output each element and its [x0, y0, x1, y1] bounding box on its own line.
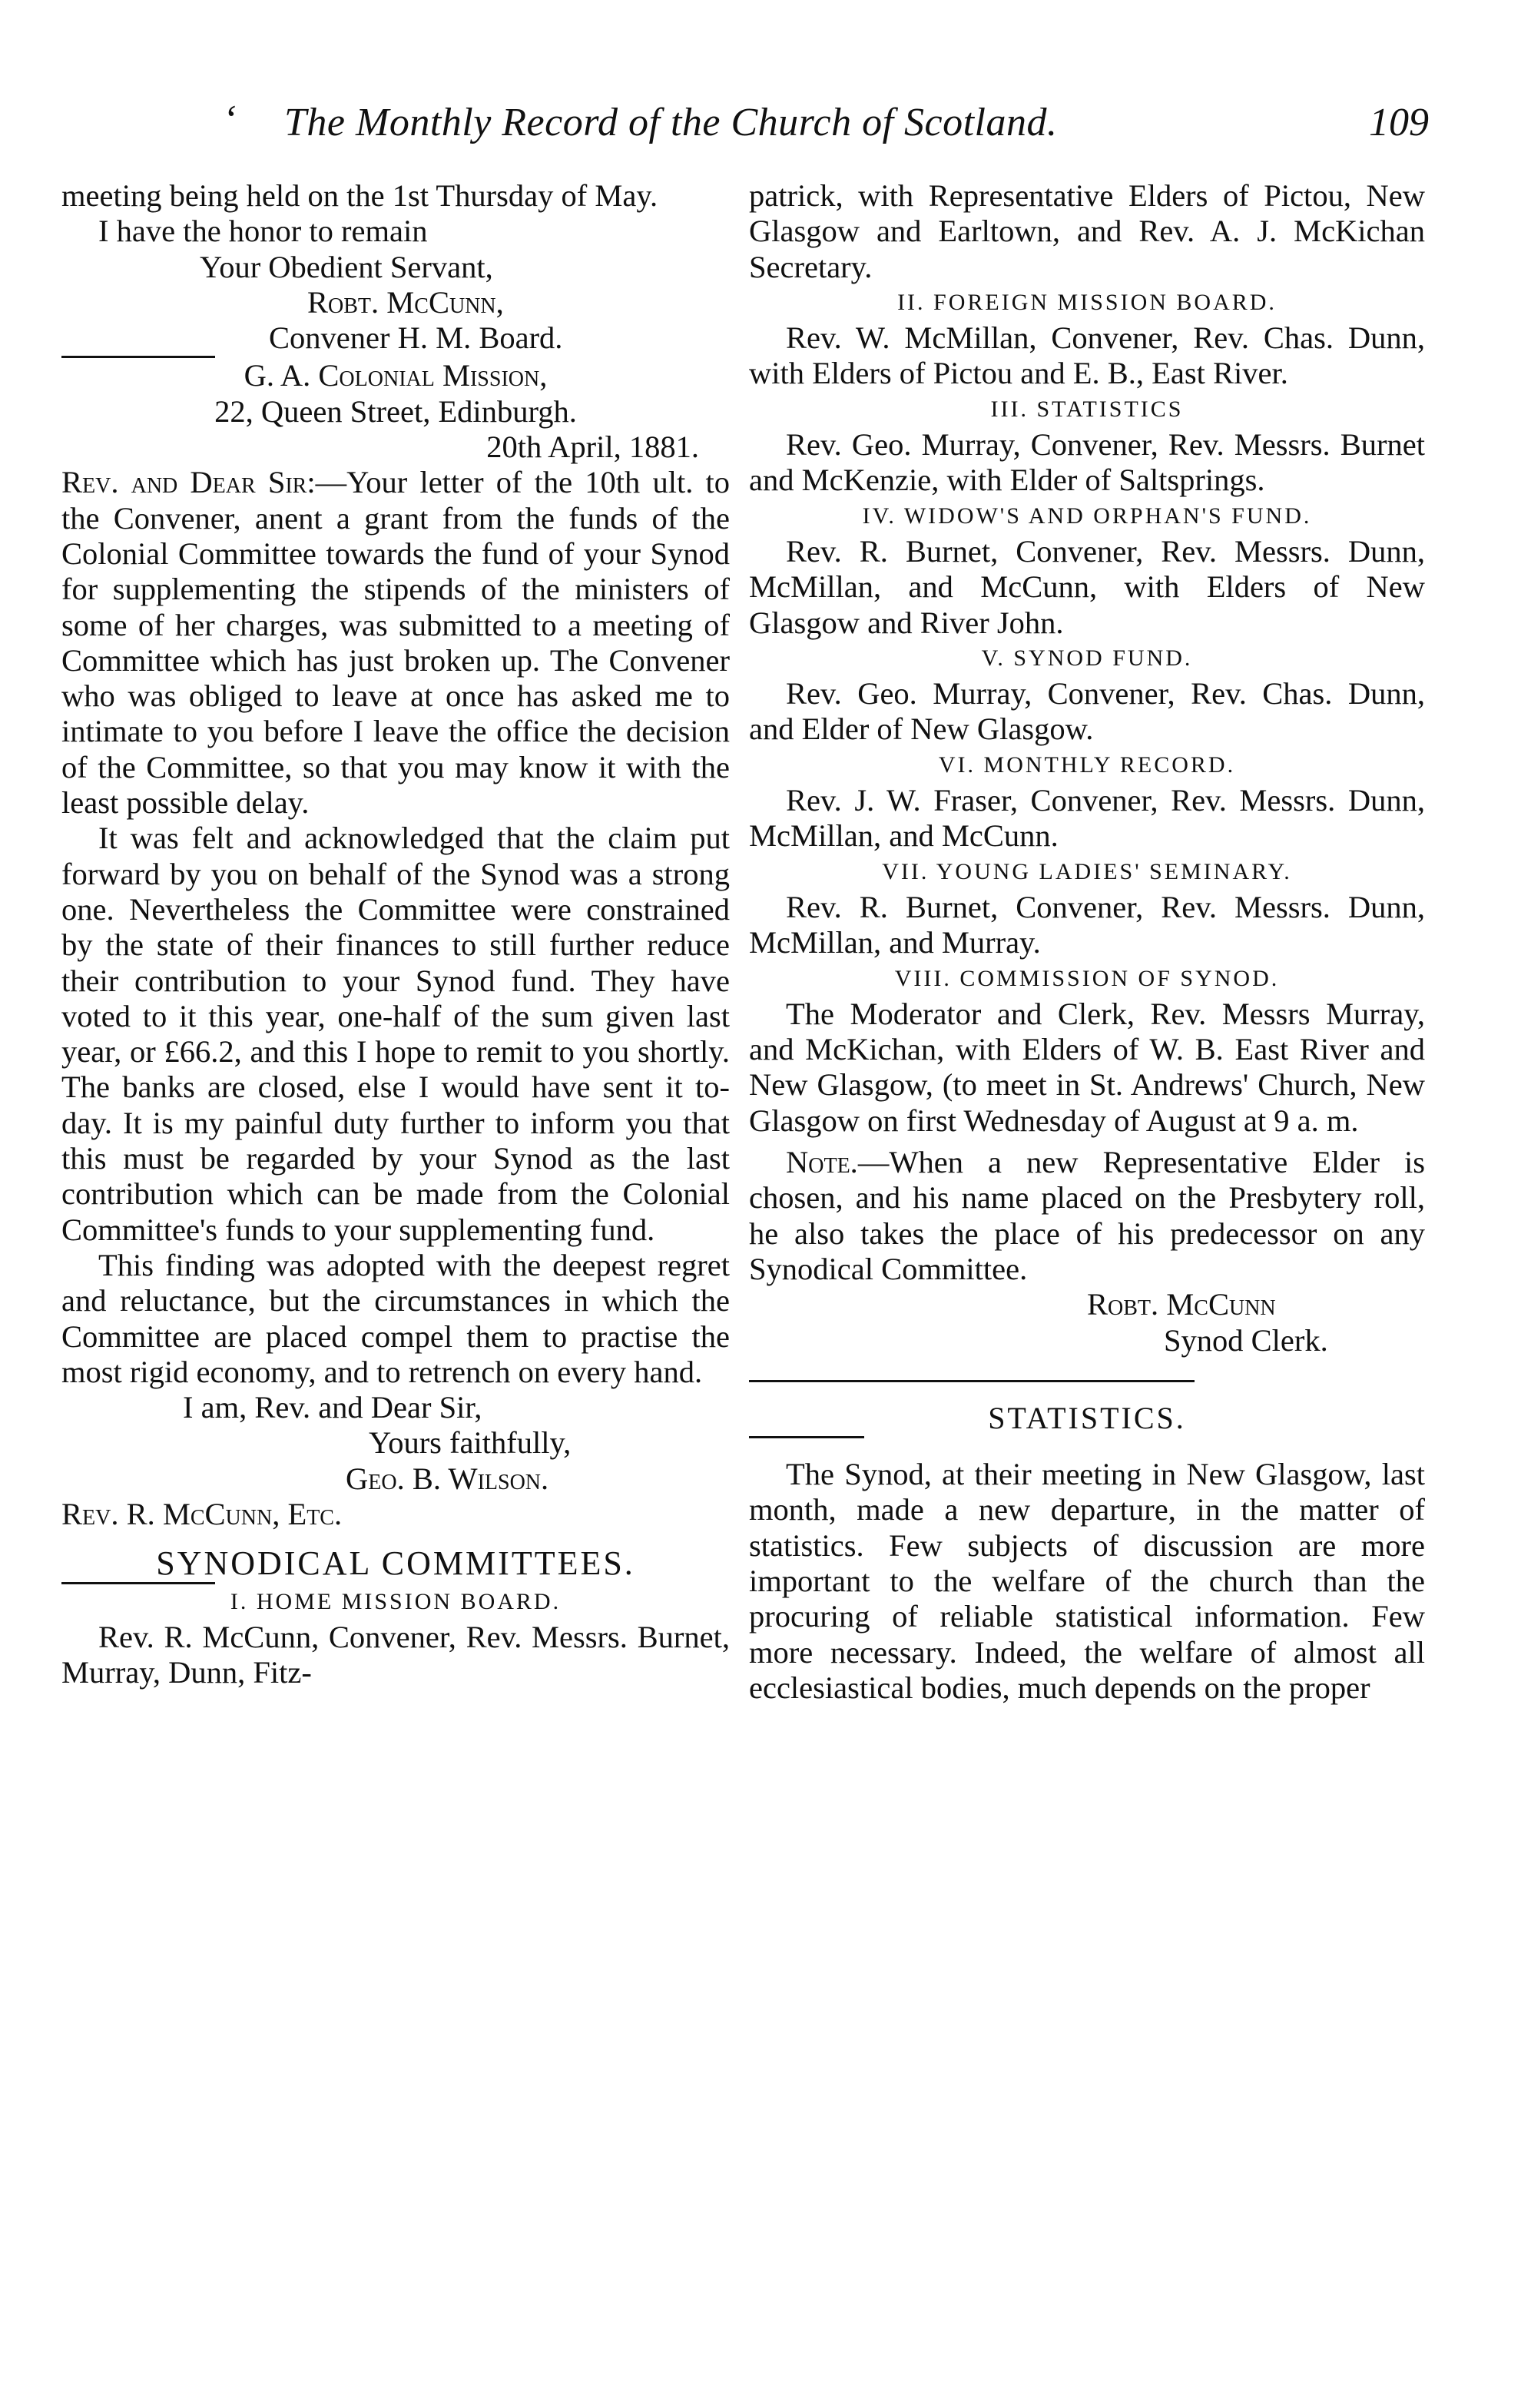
statistics-paragraph: The Synod, at their meeting in New Glasgow, last month, made a new departure, in the matter of statistics. Few subjects of discussion are more important to the welfare of the church than the procuring of reliable statistical information. Few more necessary. Indeed, the welfare of almost all ecclesiastical bodies, much depends on the proper: [749, 1457, 1425, 1705]
spacer: [749, 1139, 1425, 1145]
closing-line: I am, Rev. and Dear Sir,: [183, 1390, 482, 1425]
committee-heading: II. FOREIGN MISSION BOARD.: [897, 289, 1277, 315]
statistics-heading: STATISTICS.: [988, 1400, 1186, 1435]
committee-heading: VII. YOUNG LADIES' SEMINARY.: [882, 858, 1292, 884]
signature-name: Robt. McCunn,: [307, 284, 504, 320]
committee-members: Rev. W. McMillan, Convener, Rev. Chas. Dunn, with Elders of Pictou and E. B., East River.: [749, 320, 1425, 391]
closing-line: Yours faithfully,: [369, 1425, 572, 1461]
committee-heading: I. HOME MISSION BOARD.: [230, 1588, 562, 1614]
committee-heading: VI. MONTHLY RECORD.: [938, 751, 1236, 778]
closing-line: Your Obedient Servant,: [200, 249, 493, 284]
letter-date: 20th April, 1881.: [486, 430, 699, 465]
committee-members: Rev. J. W. Fraser, Convener, Rev. Messrs. Dunn, McMillan, and McCunn.: [749, 783, 1425, 854]
letter-address: 22, Queen Street, Edinburgh.: [214, 393, 577, 429]
header-mark: ‘: [223, 98, 237, 141]
closing-line: I have the honor to remain: [98, 214, 428, 249]
left-column: [61, 178, 730, 1690]
committee-members: Rev. R. McCunn, Convener, Rev. Messrs. Burnet, Murray, Dunn, Fitz-: [61, 1619, 730, 1690]
signature-name: Geo. B. Wilson.: [346, 1461, 549, 1496]
committee-heading: V. SYNOD FUND.: [981, 645, 1193, 671]
divider: [749, 1380, 1195, 1382]
section-heading: SYNODICAL COMMITTEES.: [156, 1544, 635, 1583]
committee-members: Rev. Geo. Murray, Convener, Rev. Chas. Dunn, and Elder of New Glasgow.: [749, 676, 1425, 747]
signature-role: Synod Clerk.: [1164, 1322, 1328, 1358]
signature-name: Robt. McCunn: [1087, 1287, 1276, 1322]
note-label: Note.: [786, 1145, 858, 1180]
right-column: [749, 178, 1425, 1706]
running-header: [61, 92, 1429, 154]
divider: [749, 1436, 864, 1438]
letter-paragraph: This finding was adopted with the deepest regret and reluctance, but the circumstances in which the Committee are placed compel them to practise the most rigid economy, and to retrench on every hand.: [61, 1247, 730, 1389]
committee-heading: IV. WIDOW'S AND ORPHAN'S FUND.: [862, 502, 1312, 529]
committee-heading: VIII. COMMISSION OF SYNOD.: [894, 965, 1280, 991]
committee-members: patrick, with Representative Elders of Pictou, New Glasgow and Earltown, and Rev. A. J. McKichan Secretary.: [749, 178, 1425, 284]
salutation: Rev. and Dear Sir:: [61, 465, 316, 500]
committee-members: The Moderator and Clerk, Rev. Messrs Murray, and McKichan, with Elders of W. B. East River and New Glasgow, (to meet in St. Andrews' Church, New Glasgow on first Wednesday of August at 9 a. m.: [749, 996, 1425, 1138]
page-number: 109: [1369, 101, 1429, 144]
committee-heading: III. STATISTICS: [990, 396, 1184, 422]
letter-organization: G. A. Colonial Mission,: [244, 358, 548, 393]
signature-role: Convener H. M. Board.: [269, 320, 563, 356]
journal-title: The Monthly Record of the Church of Scotland.: [284, 101, 1058, 144]
addressee: Rev. R. McCunn, Etc.: [61, 1496, 343, 1531]
letter-paragraph: Rev. and Dear Sir:—Your letter of the 10th ult. to the Convener, anent a grant from the funds of the Colonial Committee towards the fund of your Synod for supplementing the stipends of the ministers of some of her charges, was submitted to a meeting of Committee which has just broken up. The Convener who was obliged to leave at once has asked me to intimate to you before I leave the office the decision of the Committee, so that you may know it with the least possible delay.: [61, 465, 730, 821]
letter-paragraph: It was felt and acknowledged that the claim put forward by you on behalf of the Synod was a strong one. Nevertheless the Committee were constrained by the state of their finances to still further reduce their contribution to your Synod fund. They have voted to it this year, one-half of the sum given last year, or £66.2, and this I hope to remit to you shortly. The banks are closed, else I would have sent it to-day. It is my painful duty further to inform you that this must be regarded by your Synod as the last contribution which can be made from the Colonial Committee's funds to your supplementing fund.: [61, 821, 730, 1247]
committee-members: Rev. R. Burnet, Convener, Rev. Messrs. Dunn, McMillan, and Murray.: [749, 889, 1425, 960]
note-paragraph: Note.—When a new Representative Elder is chosen, and his name placed on the Presbytery roll, he also takes the place of his predecessor on any Synodical Committee.: [749, 1145, 1425, 1286]
committee-members: Rev. Geo. Murray, Convener, Rev. Messrs. Burnet and McKenzie, with Elder of Saltsprings.: [749, 427, 1425, 498]
continued-paragraph: meeting being held on the 1st Thursday of May.: [61, 178, 658, 213]
committee-members: Rev. R. Burnet, Convener, Rev. Messrs. Dunn, McMillan, and McCunn, with Elders of New Glasgow and River John.: [749, 533, 1425, 640]
